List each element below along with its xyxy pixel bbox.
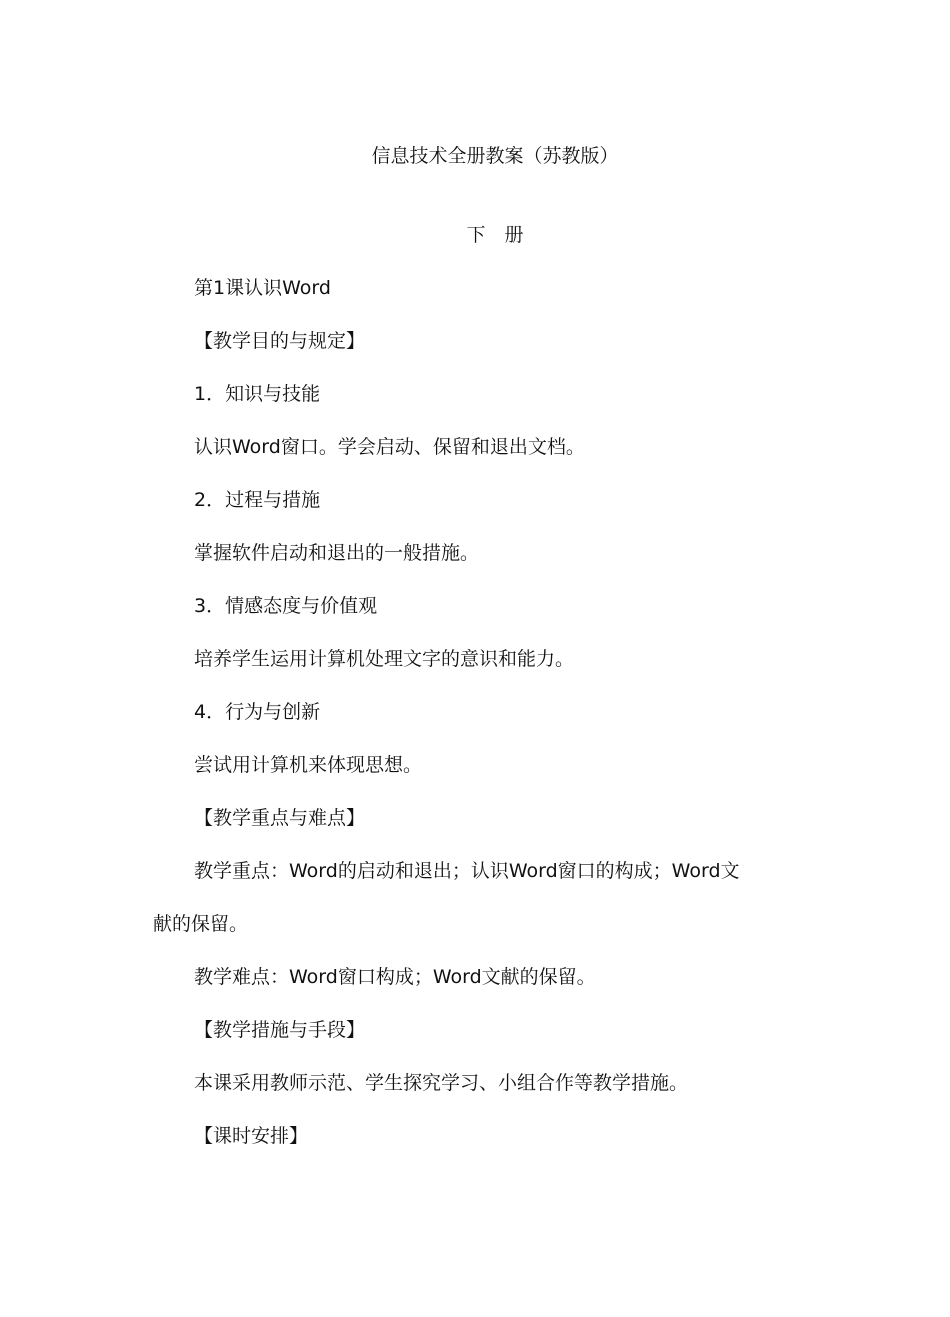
paragraph: 本课采用教师示范、学生探究学习、小组合作等教学措施。	[194, 1072, 689, 1094]
paragraph: 教学重点：Word的启动和退出；认识Word窗口的构成；Word文	[194, 860, 740, 882]
volume-heading: 下 册	[466, 224, 524, 246]
subheading-process-methods: 2．过程与措施	[194, 489, 321, 511]
paragraph: 教学难点：Word窗口构成；Word文献的保留。	[194, 966, 596, 988]
paragraph: 认识Word窗口。学会启动、保留和退出文档。	[194, 436, 585, 458]
section-heading-key-points: 【教学重点与难点】	[194, 807, 366, 829]
paragraph: 尝试用计算机来体现思想。	[194, 754, 423, 776]
document-title: 信息技术全册教案（苏教版）	[371, 145, 619, 167]
paragraph: 培养学生运用计算机处理文字的意识和能力。	[194, 648, 575, 670]
subheading-behavior-innovation: 4．行为与创新	[194, 701, 321, 723]
section-heading-objectives: 【教学目的与规定】	[194, 330, 366, 352]
subheading-attitude-values: 3．情感态度与价值观	[194, 595, 378, 617]
section-heading-methods: 【教学措施与手段】	[194, 1019, 366, 1041]
section-heading-schedule: 【课时安排】	[194, 1125, 309, 1147]
subheading-knowledge-skills: 1．知识与技能	[194, 383, 321, 405]
paragraph-continuation: 献的保留。	[153, 913, 249, 935]
paragraph: 掌握软件启动和退出的一般措施。	[194, 542, 480, 564]
lesson-title: 第1课认识Word	[194, 277, 331, 299]
